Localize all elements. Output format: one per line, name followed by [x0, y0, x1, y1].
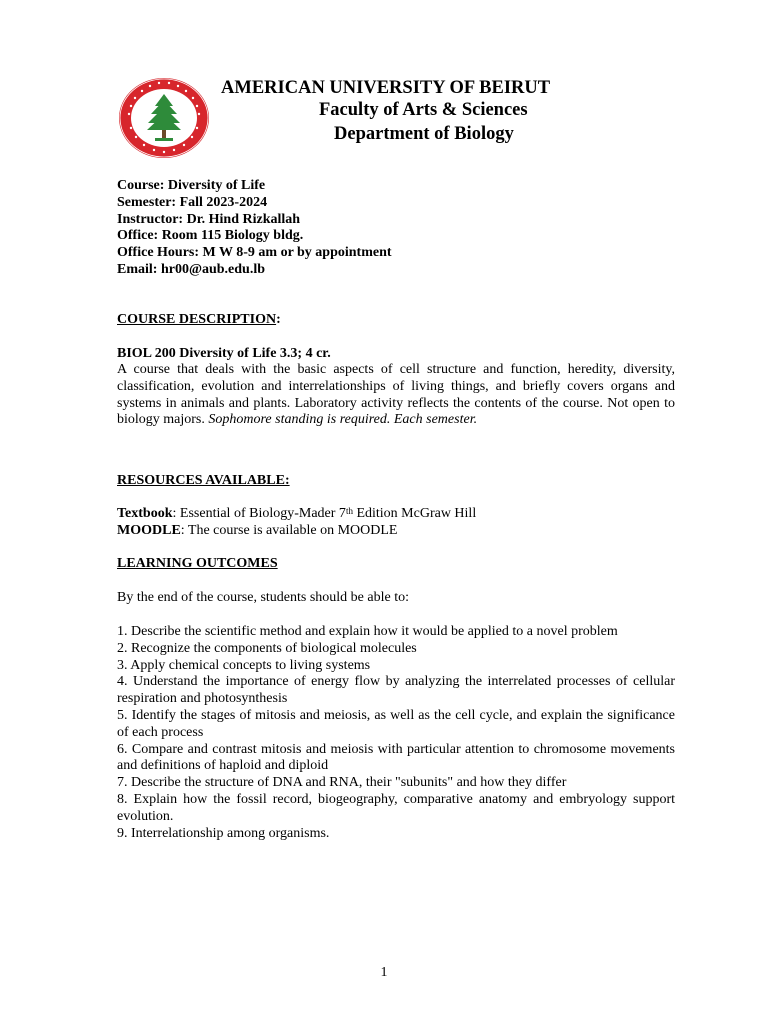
learning-outcomes-list [117, 624, 675, 842]
semester-line: Semester: Fall 2023-2024 [117, 194, 268, 210]
resources-heading: RESOURCES AVAILABLE: [117, 473, 290, 488]
page-number: 1 [380, 965, 388, 980]
outcome-item: 5. Identify the stages of mitosis and meiosis, as well as the cell cycle, and explain the significance of each process [117, 707, 675, 740]
outcome-item: 7. Describe the structure of DNA and RNA, their "subunits" and how they differ [117, 775, 567, 791]
moodle-line: MOODLE: The course is available on MOODLE [117, 523, 398, 538]
course-description-heading: COURSE DESCRIPTION: [117, 312, 281, 327]
outcome-item: 3. Apply chemical concepts to living systems [117, 657, 371, 673]
outcome-item: 9. Interrelationship among organisms. [117, 825, 330, 841]
faculty-name: Faculty of Arts & Sciences [319, 100, 528, 120]
outcome-item: 4. Understand the importance of energy flow by analyzing the interrelated processes of cellular respiration and photosynthesis [117, 674, 675, 707]
course-line: Course: Diversity of Life [117, 178, 266, 193]
learning-outcomes-intro: By the end of the course, students should be able to: [117, 590, 409, 605]
outcome-item: 2. Recognize the components of biological molecules [117, 640, 417, 656]
aub-seal-logo [117, 76, 211, 160]
instructor-line: Instructor: Dr. Hind Rizkallah [117, 211, 301, 227]
textbook-line: Textbook: Essential of Biology-Mader 7th Edition McGraw Hill [117, 506, 477, 521]
university-name: AMERICAN UNIVERSITY OF BEIRUT [221, 78, 551, 98]
course-description-text: A course that deals with the basic aspects of cell structure and function, heredity, diversity, classification, evolution and interrelationships of living things, and briefly covers organs and systems in animals and plants. Laboratory activity reflects the contents of the course. Not open to biology majors. Sophomore standing is required. Each semester. [117, 362, 675, 428]
outcome-item: 8. Explain how the fossil record, biogeography, comparative anatomy and embryology support evolution. [117, 791, 675, 824]
office-hours-line: Office Hours: M W 8-9 am or by appointment [117, 245, 392, 261]
outcome-item: 6. Compare and contrast mitosis and meiosis with particular attention to chromosome movements and definitions of haploid and diploid [117, 741, 675, 774]
learning-outcomes-heading: LEARNING OUTCOMES [117, 556, 278, 571]
course-code-line: BIOL 200 Diversity of Life 3.3; 4 cr. [117, 346, 331, 361]
email-line: Email: hr00@aub.edu.lb [117, 261, 265, 277]
outcome-item: 1. Describe the scientific method and explain how it would be applied to a novel problem [117, 624, 618, 639]
office-line: Office: Room 115 Biology bldg. [117, 228, 304, 244]
department-name: Department of Biology [334, 124, 514, 144]
course-info [117, 178, 675, 279]
